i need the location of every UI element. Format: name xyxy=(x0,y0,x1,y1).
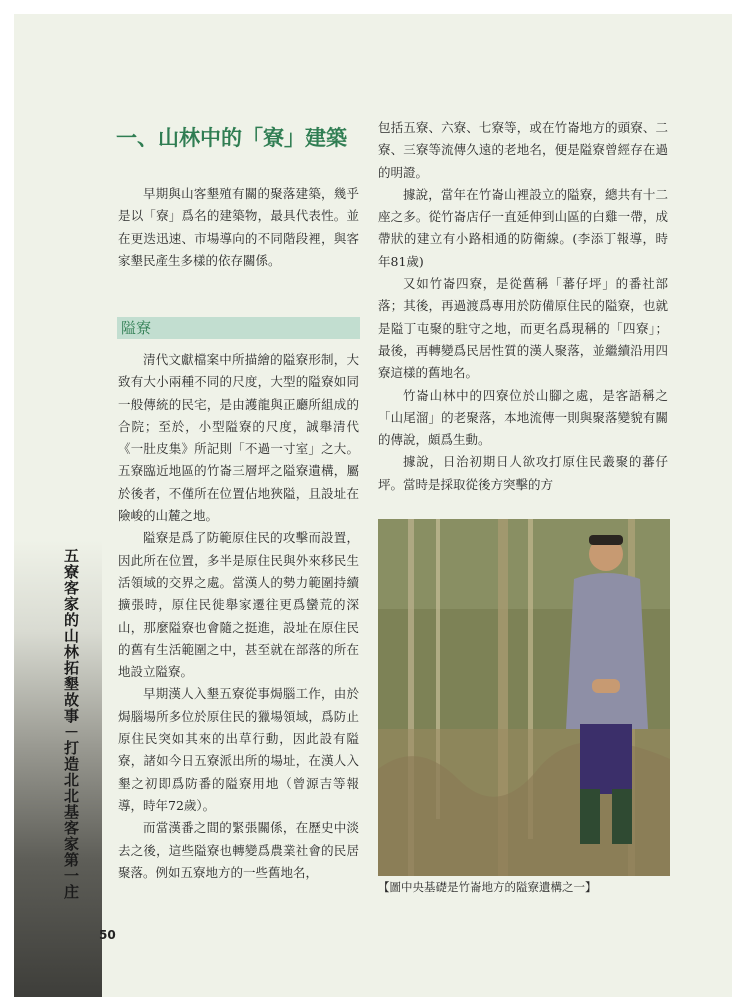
photo-caption: 【圖中央基礎是竹崙地方的隘寮遺構之一】 xyxy=(378,880,597,894)
body-paragraph: 包括五寮、六寮、七寮等，或在竹崙地方的頭寮、二寮、三寮等流傳久遠的老地名，便是隘寮曾經存在過的明證。 xyxy=(378,120,668,180)
intro-paragraph: 早期與山客墾殖有關的聚落建築，幾乎是以「寮」爲名的建築物，最具代表性。並在更迭迅速、市場導向的不同階段裡，與客家墾民產生多樣的依存關係。 xyxy=(118,186,359,268)
body-paragraph: 隘寮是爲了防範原住民的攻擊而設置，因此所在位置，多半是原住民與外來移民生活領域的交界之處。當漢人的勢力範圍持續擴張時，原住民徙舉家遷往更爲蠻荒的深山，那麼隘寮也會隨之挺進，設址在原住民的舊有生活範圍之中，甚至就在部落的所在地設立隘寮。 xyxy=(118,530,359,680)
left-body-column xyxy=(118,349,359,884)
right-body-column xyxy=(378,117,668,496)
body-paragraph: 而當漢番之間的緊張關係，在歷史中淡去之後，這些隘寮也轉變爲農業社會的民居聚落。例如五寮地方的一些舊地名， xyxy=(118,820,359,880)
body-paragraph: 又如竹崙四寮，是從舊稱「蕃仔坪」的番社部落；其後，再過渡爲專用於防備原住民的隘寮，也就是隘丁屯聚的駐守之地，而更名爲現稱的「四寮」；最後，再轉變爲民居性質的漢人聚落，並繼續沿用四寮這樣的舊地名。 xyxy=(378,276,668,381)
body-paragraph: 據說，當年在竹崙山裡設立的隘寮，總共有十二座之多。從竹崙店仔一直延伸到山區的白雞一帶，成帶狀的建立有小路相通的防衛線。(李添丁報導，時年81歲) xyxy=(378,186,668,269)
photo-illustration xyxy=(378,519,670,876)
forest-photo xyxy=(378,519,670,876)
body-paragraph: 據說，日治初期日人欲攻打原住民叢聚的蕃仔坪。當時是採取從後方突擊的方 xyxy=(378,454,668,492)
book-title-vertical: 五寮客家的山林拓墾故事－打造北北基客家第一庄 xyxy=(62,548,80,900)
section-heading: 一、山林中的「寮」建築 xyxy=(116,126,347,150)
body-paragraph: 竹崙山林中的四寮位於山腳之處，是客語稱之「山尾溜」的老聚落，本地流傳一則與聚落變貌有關的傳說，頗爲生動。 xyxy=(378,387,668,448)
body-paragraph: 早期漢人入墾五寮從事焗腦工作，由於焗腦場所多位於原住民的獵場領域，爲防止原住民突如其來的出草行動，因此設有隘寮，諸如今日五寮派出所的場址，在漢人入墾之初即爲防番的隘寮用地（曾源吉等報導，時年72歲）。 xyxy=(118,686,359,813)
intro-column xyxy=(118,183,359,272)
subheading-band: 隘寮 xyxy=(117,317,360,339)
page-number: 50 xyxy=(99,928,116,942)
side-decoration xyxy=(14,540,102,997)
body-paragraph: 清代文獻檔案中所描繪的隘寮形制，大致有大小兩種不同的尺度，大型的隘寮如同一般傳統的民宅，是由護龍與正廳所組成的合院；至於，小型隘寮的尺度，誠舉清代《一肚皮集》所記則「不過一寸室」之大。五寮臨近地區的竹崙三層坪之隘寮遺構，屬於後者，不僅所在位置佔地狹隘，且設址在險峻的山麓之地。 xyxy=(118,352,359,524)
